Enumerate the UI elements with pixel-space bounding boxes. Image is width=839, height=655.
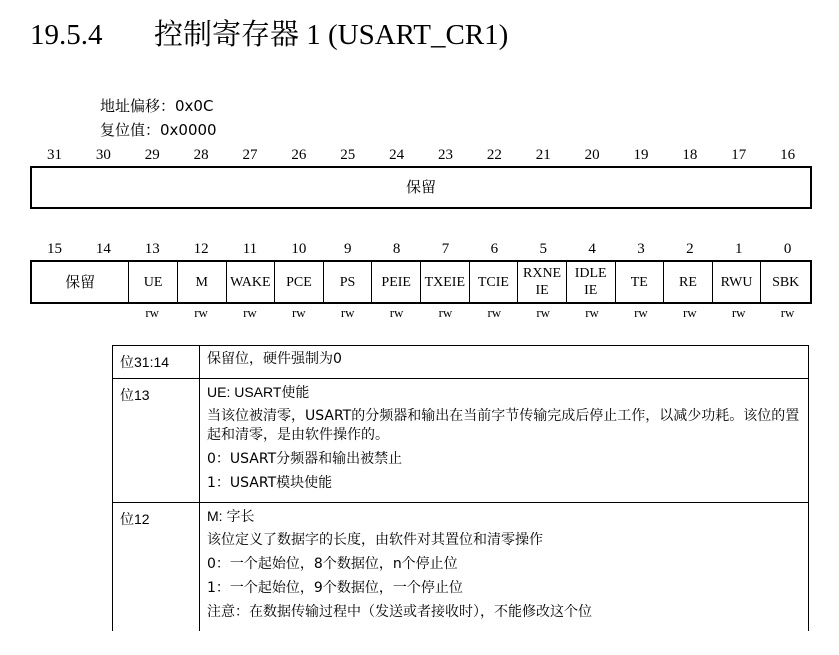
- lower-bit-14: 14: [95, 241, 111, 257]
- field-tcie: TCIE: [470, 262, 519, 302]
- upper-bit-28: 28: [193, 147, 209, 163]
- field-idleie: IDLE IE: [567, 262, 616, 302]
- description-line: 1：USART模块使能: [207, 475, 333, 491]
- description-line: 当该位被清零，USART的分频器和输出在当前字节传输完成后停止工作，以减少功耗。该位的置起和清零，是由软件操作的。: [207, 408, 800, 443]
- reserved-field-upper: 保留: [405, 178, 436, 196]
- upper-bit-18: 18: [682, 147, 698, 163]
- lower-bit-10: 10: [291, 241, 307, 257]
- upper-bit-25: 25: [340, 147, 356, 163]
- upper-bit-21: 21: [535, 147, 551, 163]
- upper-bit-19: 19: [633, 147, 649, 163]
- lower-bit-11: 11: [242, 241, 258, 257]
- lower-bit-1: 1: [734, 241, 743, 257]
- lower-bit-12: 12: [193, 241, 209, 257]
- field-title: UE: USART使能: [207, 384, 310, 400]
- address-offset: 地址偏移：0x0C: [100, 97, 214, 115]
- lower-bit-0: 0: [783, 241, 792, 257]
- lower-bit-13: 13: [144, 241, 160, 257]
- upper-register-row: [30, 166, 812, 209]
- field-m: M: [178, 262, 227, 302]
- access-bit-0: rw: [780, 305, 795, 320]
- section-heading: [30, 12, 508, 53]
- upper-bit-20: 20: [584, 147, 600, 163]
- upper-bit-29: 29: [144, 147, 160, 163]
- access-bit-4: rw: [585, 305, 599, 320]
- upper-bit-16: 16: [780, 147, 796, 163]
- access-bit-6: rw: [487, 305, 502, 320]
- upper-bit-27: 27: [242, 147, 258, 163]
- access-bit-5: rw: [536, 305, 551, 320]
- access-bit-3: rw: [634, 305, 648, 320]
- field-te: TE: [616, 262, 665, 302]
- field-peie: PEIE: [372, 262, 421, 302]
- description-row: [113, 503, 809, 632]
- bit-range: 位12: [113, 503, 200, 632]
- upper-bit-26: 26: [291, 147, 307, 163]
- upper-bit-30: 30: [95, 147, 111, 163]
- bit-description: [200, 346, 809, 379]
- upper-bit-23: 23: [437, 147, 453, 163]
- access-bit-11: rw: [243, 305, 257, 320]
- lower-bit-9: 9: [343, 241, 352, 257]
- reset-value: 复位值：0x0000: [100, 121, 217, 139]
- access-bit-1: rw: [731, 305, 746, 320]
- field-title: M: 字长: [207, 508, 255, 524]
- upper-bit-22: 22: [486, 147, 502, 163]
- description-line: 0：USART分频器和输出被禁止: [207, 451, 403, 467]
- field-txeie: TXEIE: [421, 262, 470, 302]
- description-line: 注意：在数据传输过程中（发送或者接收时），不能修改这个位: [207, 604, 592, 620]
- bit-range: 位13: [113, 379, 200, 503]
- upper-bit-numbers: [30, 147, 812, 165]
- bit-description: [200, 379, 809, 503]
- description-line: 1：一个起始位，9个数据位，一个停止位: [207, 580, 463, 596]
- lower-bit-3: 3: [637, 241, 645, 257]
- field-ue: UE: [129, 262, 178, 302]
- access-bit-8: rw: [389, 305, 404, 320]
- bit-description: [200, 503, 809, 632]
- section-title: 控制寄存器 1 (USART_CR1): [154, 19, 509, 51]
- description-row: [113, 379, 809, 503]
- lower-bit-5: 5: [539, 241, 547, 257]
- field-wake: WAKE: [227, 262, 276, 302]
- lower-bit-numbers: [30, 241, 812, 259]
- access-bit-7: rw: [438, 305, 453, 320]
- field-保留: 保留: [32, 262, 129, 302]
- access-bit-10: rw: [291, 305, 306, 320]
- access-row: [30, 305, 812, 321]
- lower-bit-2: 2: [686, 241, 694, 257]
- access-bit-2: rw: [682, 305, 697, 320]
- upper-bit-24: 24: [389, 147, 405, 163]
- description-line: 保留位，硬件强制为0: [207, 351, 342, 367]
- lower-register-row: [30, 260, 812, 304]
- lower-bit-15: 15: [46, 241, 62, 257]
- field-rwu: RWU: [713, 262, 762, 302]
- access-bit-13: rw: [145, 305, 160, 320]
- access-bit-9: rw: [340, 305, 355, 320]
- field-sbk: SBK: [772, 274, 800, 290]
- field-pce: PCE: [275, 262, 324, 302]
- description-line: 该位定义了数据字的长度，由软件对其置位和清零操作: [207, 532, 543, 548]
- lower-bit-6: 6: [490, 241, 499, 257]
- description-line: 0：一个起始位，8个数据位，n个停止位: [207, 556, 458, 572]
- lower-bit-4: 4: [588, 241, 596, 257]
- field-ps: PS: [324, 262, 373, 302]
- section-number: 19.5.4: [30, 19, 103, 51]
- field-rxneie: RXNE IE: [518, 262, 567, 302]
- upper-bit-17: 17: [731, 147, 747, 163]
- description-row: [113, 346, 809, 379]
- access-bit-12: rw: [194, 305, 208, 320]
- lower-bit-8: 8: [392, 241, 401, 257]
- upper-bit-31: 31: [46, 147, 62, 163]
- lower-bit-7: 7: [441, 241, 450, 257]
- bit-description-table: [112, 345, 809, 631]
- field-re: RE: [664, 262, 713, 302]
- bit-range: 位31:14: [113, 346, 200, 379]
